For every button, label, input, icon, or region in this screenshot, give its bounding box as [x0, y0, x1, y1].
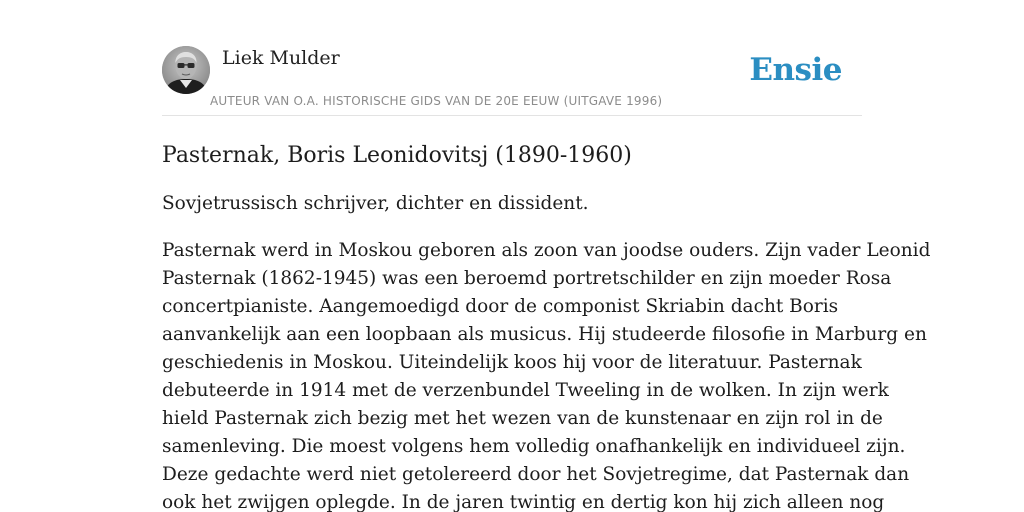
- ensie-logo[interactable]: Ensie: [749, 52, 842, 88]
- body-line: Deze gedachte werd niet getolereerd door het Sovjetregime, dat Pasternak dan: [162, 464, 910, 485]
- body-line: Pasternak (1862-1945) was een beroemd portretschilder en zijn moeder Rosa: [162, 268, 892, 289]
- article-subtitle: Sovjetrussisch schrijver, dichter en dissident.: [162, 193, 589, 214]
- body-line: debuteerde in 1914 met de verzenbundel Tweeling in de wolken. In zijn werk: [162, 380, 889, 401]
- body-line: hield Pasternak zich bezig met het wezen van de kunstenaar en zijn rol in de: [162, 408, 883, 429]
- article-container: [162, 0, 931, 512]
- body-line: aanvankelijk aan een loopbaan als musicus. Hij studeerde filosofie in Marburg en: [162, 324, 927, 345]
- author-header: [162, 0, 862, 116]
- body-line: Pasternak werd in Moskou geboren als zoon van joodse ouders. Zijn vader Leonid: [162, 240, 931, 261]
- body-line: concertpianiste. Aangemoedigd door de componist Skriabin dacht Boris: [162, 296, 839, 317]
- author-avatar[interactable]: [162, 46, 210, 94]
- person-photo-icon: [162, 46, 210, 94]
- body-line: samenleving. Die moest volgens hem volledig onafhankelijk en individueel zijn.: [162, 436, 906, 457]
- body-line: geschiedenis in Moskou. Uiteindelijk koos hij voor de literatuur. Pasternak: [162, 352, 862, 373]
- author-name[interactable]: Liek Mulder: [222, 47, 340, 69]
- author-bio: AUTEUR VAN O.A. HISTORISCHE GIDS VAN DE 20E EEUW (UITGAVE 1996): [210, 94, 663, 108]
- article-title: Pasternak, Boris Leonidovitsj (1890-1960): [162, 143, 632, 168]
- article-body: [162, 237, 931, 512]
- body-line: ook het zwijgen oplegde. In de jaren twintig en dertig kon hij zich alleen nog: [162, 492, 885, 512]
